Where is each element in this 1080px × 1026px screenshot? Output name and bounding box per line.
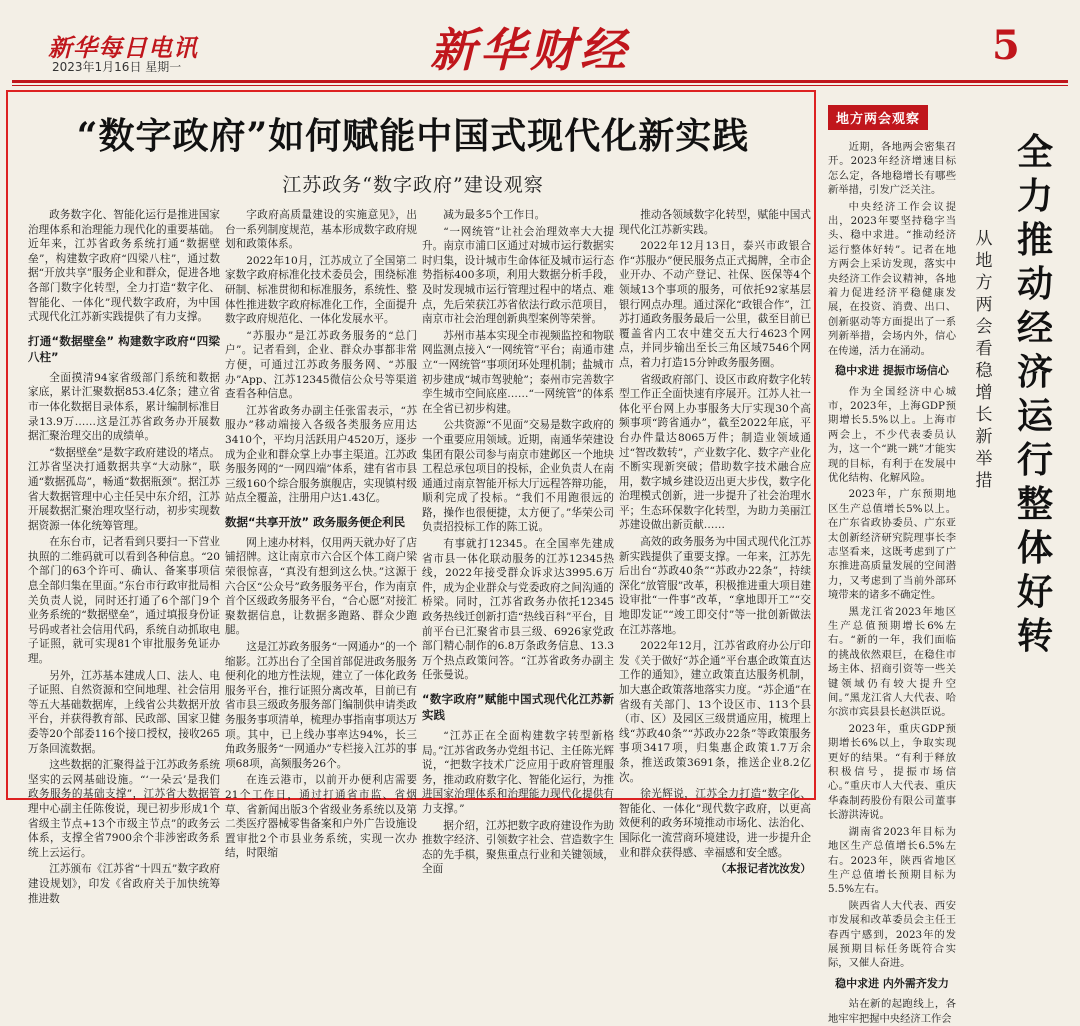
paragraph: 高效的政务服务为中国式现代化江苏新实践提供了重要支撑。一年来，江苏先后出台“苏政40条”“苏政办22条”，持续深化“放管服”改革，积极推进重大项目建设审批“一件事”改革，“拿地即开工”“交地即发证”“竣工即交付”等一批创新做法在江苏落地。 [619, 536, 811, 636]
paragraph: 2022年12月13日，泰兴市政银合作“苏服办”便民服务点正式揭牌，全市企业开办、不动产登记、社保、医保等4个领域13个事项的服务，可依托92家基层银行网点办理。通过深化“政银合作”，江苏打通政务服务最后一公里，截至目前已覆盖省内工农中建交五大行4623个网点，并同步输出至长三角区域7546个网点，着力打造15分钟政务服务圈。 [619, 240, 811, 369]
article-column-1 [28, 208, 220, 905]
paragraph: 苏州市基本实现全市视频监控和物联网监测点接入“一网统管”平台；南通市建立“一网统管”事项闭环处理机制；盐城市初步建成“城市驾驶舱”；泰州市完善数字孪生城市空间底座……“一网统管”的体系在全省已初步构建。 [422, 329, 614, 415]
paragraph: “数据壁垒”是数字政府建设的堵点。江苏省坚决打通数据共享“大动脉”，联通“数据孤岛”，畅通“数据瓶颈”。据江苏省大数据管理中心主任吴中东介绍，江苏开展数据汇聚治理攻坚行动，初步实现数据资源一体化统筹管理。 [28, 446, 220, 532]
sidebar-title: 全力推动经济运行整体好转 [1016, 131, 1053, 657]
sidebar-body [828, 140, 956, 1025]
article-column-2 [225, 208, 417, 860]
section-heading: 打通“数据壁垒” 构建数字政府“四梁八柱” [28, 333, 220, 364]
paragraph: 近期，各地两会密集召开。2023年经济增速目标怎么定，各地稳增长有哪些新举措，引发广泛关注。 [828, 141, 956, 197]
paper-name: 新华每日电讯 [48, 33, 198, 62]
section-heading: “数字政府”赋能中国式现代化江苏新实践 [422, 692, 614, 722]
paragraph: “苏服办”是江苏政务服务的“总门户”。记者看到，企业、群众办事都非常方便，可通过江苏政务服务网、“苏服办”App、江苏12345微信公众号等渠道查看各种信息。 [225, 329, 417, 401]
paragraph: 2023年，广东预期地区生产总值增长5%以上。在广东省政协委员、广东亚太创新经济研究院理事长李志坚看来，这既考虑到了广东推进高质量发展的空间潜力，又考虑到了当前外部环境带来的诸多不确定性。 [828, 488, 956, 602]
paragraph: 省级政府部门、设区市政府数字化转型工作正全面快速有序展开。江苏人社一体化平台网上办事服务大厅实现30个高频事项“跨省通办”，截至2022年底，平台办件量达8065万件；制造业领域通过“智改数转”，产业数字化、数字产业化不断实现新突破；借助数字技术融合应用，数字城乡建设迈出更大步伐，数字化治理模式创新，进一步提升了社会治理水平；生态环保数字化转型，为助力美丽江苏建设做出新贡献…… [619, 373, 811, 532]
paragraph: 有事就打12345。在全国率先建成省市县一体化联动服务的江苏12345热线，2022年接受群众诉求达3995.6万件，成为企业群众与党委政府之间沟通的桥梁。同时，江苏省政务办依托12345政务热线迁创新打造“热线百科”平台，目前平台已汇聚省市县三级、6926家党政部门精心制作的6.8万条政务信息、13.3万个热点政策问答。“江苏省政务办副主任张曼说。 [422, 538, 614, 682]
paragraph: 江苏颁布《江苏省“十四五”数字政府建设规划》，印发《省政府关于加快统筹推进数 [28, 863, 220, 905]
section-heading: 数据“共享开放” 政务服务便企利民 [225, 514, 406, 529]
paragraph: “一网统管”让社会治理效率大大提升。南京市浦口区通过对城市运行数据实时归集，设计城市生命体征及城市运行态势指标400多项，利用大数据分析手段，及时发现城市运行管理过程中的堵点、难点，先后荣获江苏省依法行政示范项目，南京市社会治理创新典型案例等荣誉。 [422, 225, 614, 326]
paragraph: 江苏省政务办副主任张雷表示，“苏服办”移动端接入各级各类服务应用达3410个，平均月活跃用户4520万，逐步成为企业和群众掌上办事主渠道。江苏政务服务网的“一网四端”体系，建有省市县三级160个综合服务旗舰店，实现镇村级站点全覆盖，注册用户达1.43亿。 [225, 404, 417, 505]
paragraph: 2023年，重庆GDP预期增长6%以上，争取实现更好的结果。“有利于释放积极信号，提振市场信心。”重庆市人大代表、重庆华森制药股份有限公司董事长游洪涛说。 [828, 722, 956, 822]
paragraph: 在连云港市，以前开办便利店需要21个工作日，通过打通省市监、省烟草、省新闻出版3个省级业务系统以及第二类医疗器械零售备案和户外广告设施设置审批2个市县业务系统，实现一次办结，时限缩 [225, 774, 417, 860]
paragraph: 黑龙江省2023年地区生产总值预期增长6%左右。“新的一年，我们面临的挑战依然艰巨，在稳住市场主体、招商引资等一些关键领域仍有较大提升空间。”黑龙江省人大代表、哈尔滨市宾县县长赵洪臣说。 [828, 605, 956, 719]
paragraph: 陕西省人大代表、西安市发展和改革委员会主任王春西宁感到，2023年的发展预期目标任务既符合实际，又催人奋进。 [828, 899, 956, 970]
main-article-box [6, 90, 816, 905]
paragraph: “江苏正在全面构建数字转型新格局。”江苏省政务办党组书记、主任陈光辉说，“把数字技术广泛应用于政府管理服务，推动政府数字化、智能化运行，为推进国家治理体系和治理能力现代化提供有力支撑。” [422, 730, 614, 815]
masthead-rule-thin [12, 85, 1068, 86]
paragraph: 全面摸清94家省级部门系统和数据家底，累计汇聚数据853.4亿条；建立省市一体化数据目录体系，累计编制标准目录13.9万……这是江苏省政务办开展数据汇聚治理交出的成绩单。 [28, 371, 220, 443]
section-title: 新华财经 [430, 23, 630, 77]
article-headline: “数字政府”如何赋能中国式现代化新实践 [76, 115, 750, 157]
sidebar-tag: 地方两会观察 [828, 105, 928, 130]
paragraph: 这些数据的汇聚得益于江苏政务系统坚实的云网基础设施。“‘一朵云’是我们政务服务的基础支撑”，江苏省大数据管理中心副主任陈俊说，现已初步形成1个省级主节点+13个市级主节点”的政务云体系，支撑全省7900余个非涉密政务系统上云运行。 [28, 759, 220, 859]
paragraph: 减为最多5个工作日。 [443, 209, 546, 221]
issue-date: 2023年1月16日 星期一 [52, 60, 182, 74]
article-column-4 [619, 208, 811, 876]
article-column-3 [422, 208, 614, 876]
page-number: 5 [992, 22, 1020, 69]
paragraph: 2022年12月，江苏省政府办公厅印发《关于做好“苏企通”平台惠企政策直达工作的通知》，建立政策直达服务机制，加大惠企政策落地落实力度。“苏企通”在省级有关部门、13个设区市、113个县（市、区）及园区三级贯通应用，梳理上线“苏政40条”“苏政办22条”等政策服务事项3417项，归集惠企政策1.7万余条，推送政策3691条，推送企业8.2亿次。 [619, 640, 811, 784]
paragraph: 作为全国经济中心城市，2023年，上海GDP预期增长5.5%以上。上海市两会上，不少代表委员认为，这一个“跳一跳”才能实现的目标，有利于在发展中优化结构、化解风险。 [828, 385, 956, 484]
paragraph: 中央经济工作会议提出，2023年要坚持稳字当头、稳中求进。“推动经济运行整体好转”。记者在地方两会上采访发现，落实中央经济工作会议精神，各地着力促进经济平稳健康发展，在投资、消费、出口、创新驱动等方面提出了一系列新举措，会场内外，信心在传递，活力在涌动。 [828, 200, 956, 357]
masthead [0, 0, 1080, 82]
paragraph: 据介绍，江苏把数字政府建设作为助推数字经济、引领数字社会、营造数字生态的先手棋，聚焦重点行业和关键领域，全面 [422, 819, 614, 876]
section-heading: 稳中求进 提振市场信心 [835, 364, 949, 378]
paragraph: 在东台市，记者看到只要扫一下营业执照的二维码就可以看到各种信息。“20个部门的63个许可、确认、备案事项信息全部归集在里面。”东台市行政审批局相关负责人说，同时还打通了6个部门9个业务系统的“数据壁垒”，通过填报身份证号码或者社会信用代码，系统自动抓取电子证照，就可实现81个审批服务免证办理。 [28, 536, 220, 666]
paragraph: 2022年10月，江苏成立了全国第二家数字政府标准化技术委员会，围绕标准研制、标准贯彻和标准服务，系统性、整体性推进数字政府标准化工作，全面提升数字政府规范化、一体化发展水平。 [225, 254, 417, 326]
paragraph: 湖南省2023年目标为地区生产总值增长6.5%左右。2023年，陕西省地区生产总值增长预期目标为5.5%左右。 [828, 825, 956, 896]
paragraph: 政务数字化、智能化运行是推进国家治理体系和治理能力现代化的重要基础。近年来，江苏省政务系统打通“数据壁垒”，构建数字政府“四梁八柱”，通过数据“开放共享”服务企业和群众，促进各地各部门数字化转型，全力打造“数字化、智能化、一体化”现代数字政府，为中国式现代化江苏新实践提供了有力支撑。 [28, 209, 220, 324]
sidebar-subtitle: 从地方两会看稳增长新举措 [975, 229, 993, 491]
paragraph: 另外，江苏基本建成人口、法人、电子证照、自然资源和空间地理、社会信用等五大基础数据库，上线省公共数据开放平台，并获得教育部、民政部、国家卫健委等20个部委116个接口授权，接收265万条回流数据。 [28, 669, 220, 755]
section-heading: 稳中求进 内外需齐发力 [835, 976, 949, 990]
paragraph: 推动各领域数字化转型，赋能中国式现代化江苏新实践。 [619, 209, 811, 236]
paragraph: 徐光辉说，江苏全力打造“数字化、智能化、一体化”现代数字政府，以更高效便利的政务环境推动市场化、法治化、国际化一流营商环境建设，进一步提升企业和群众获得感、幸福感和安全感。 [619, 788, 811, 859]
masthead-rule [12, 80, 1068, 83]
paragraph: 字政府高质量建设的实施意见》，出台一系列制度规范，基本形成数字政府规划和政策体系。 [225, 209, 417, 251]
paragraph: 这是江苏政务服务“一网通办”的一个缩影。江苏出台了全国首部促进政务服务便利化的地方性法规，建立了一体化政务服务平台，推行证照分离改革，目前已有省市县三级政务服务部门编制供申请类政务服务事项清单，梳理办事指南事项达万项。其中，已上线办事率达94%，长三角政务服务“一网通办”专栏接入江苏的事项68项，高频服务26个。 [225, 641, 417, 770]
article-subhead: 江苏政务“数字政府”建设观察 [282, 174, 544, 196]
paragraph: 公共资源“不见面”交易是数字政府的一个重要应用领域。近期，南通华荣建设集团有限公司参与南京市建邺区一个地块工程总承包项目的投标，企业负责人在南通通过南京智能开标大厅远程答辩功能，顺利完成了投标。“我们不用跑很远的路，操作也很便捷，太方便了。”华荣公司负责招投标工作的陈工说。 [422, 419, 614, 534]
paragraph: 网上速办材料，仅用两天就办好了店铺招牌。这让南京市六合区个体工商户梁荣很惊喜，“真没有想到这么快。”这源于六合区“公众号”政务服务平台，作为南京首个区级政务服务平台，“合心愿”对接汇聚数据信息，让数据多跑路、群众少跑腿。 [225, 536, 417, 637]
author-byline: （本报记者沈汝发） [715, 863, 811, 876]
paragraph: 站在新的起跑线上，各地牢牢把握中央经济工作会 [828, 998, 956, 1025]
